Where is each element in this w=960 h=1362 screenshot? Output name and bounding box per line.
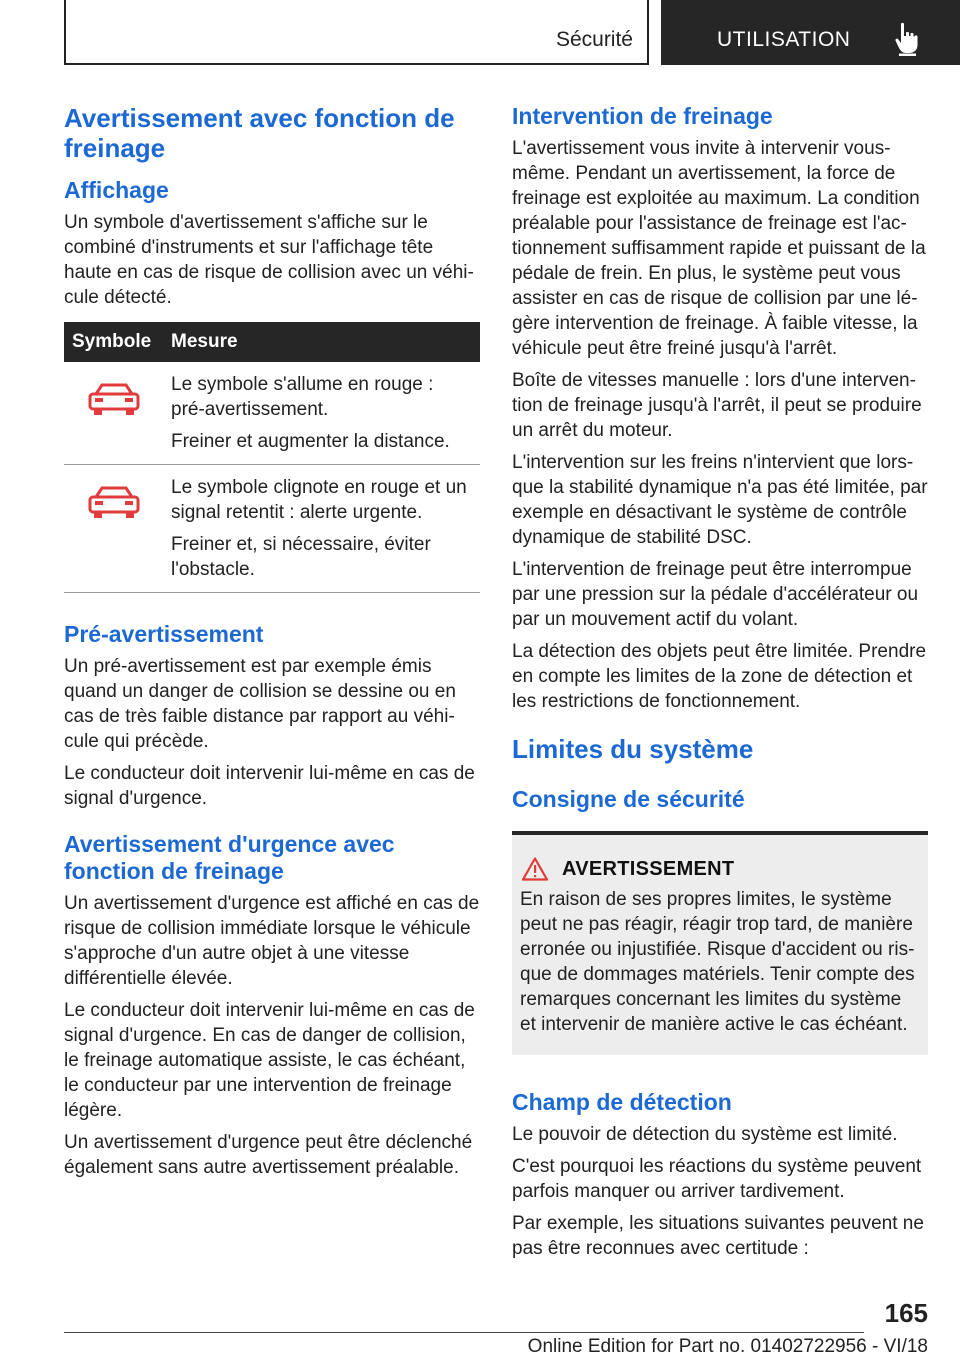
- warning-text: En raison de ses propres limites, le système peut ne pas réagir, réagir trop tard, de manière erronée ou injustifiée. Risque d'accident ou risque de dommages matériels. Tenir compte des remarques concernant les limites du système et intervenir de manière active le cas échéant.: [520, 889, 915, 1035]
- intervention-text-4: L'intervention de freinage peut être interrompue par une pression sur la pédale d'accélérateur ou par un mouvement actif du volant.: [512, 559, 919, 630]
- footer-divider: [64, 1332, 864, 1333]
- heading-consigne: Consigne de sécurité: [512, 786, 745, 812]
- warning-box: [512, 831, 928, 1055]
- urgence-text-2: Le conducteur doit intervenir lui-même en cas de signal d'urgence. En cas de danger de collision, le freinage automatique assiste, le cas échéant, le conducteur par une intervention de freinage légère.: [64, 1000, 475, 1121]
- intervention-text-5: La détection des objets peut être limitée. Prendre en compte les limites de la zone de détection et les restrictions de fonctionnement.: [512, 641, 927, 712]
- heading-intervention: Intervention de freinage: [512, 103, 773, 129]
- champ-section: [512, 1089, 928, 1261]
- car-warning-flashing-icon: [82, 483, 146, 523]
- left-column: [64, 103, 480, 1200]
- car-warning-icon: [82, 380, 146, 420]
- header-chapter-tab: [661, 0, 960, 65]
- page-number: 165: [884, 1298, 928, 1328]
- header-chapter-label: UTILISATION: [717, 28, 851, 51]
- table-row: [64, 465, 480, 593]
- pre-text-1: Un pré-avertissement est par exemple émis quand un danger de collision se dessine ou en cas de très faible distance par rapport au véhicule qui précède.: [64, 656, 456, 752]
- heading-affichage: Affichage: [64, 177, 169, 203]
- intervention-text-1: L'avertissement vous invite à intervenir vous-même. Pendant un avertissement, la force de freinage est exploitée au maximum. La condition préalable pour l'assistance de freinage est l'actionnement suffisamment rapide et puissant de la pédale de frein. En plus, le système peut vous assister en cas de risque de collision par une légère intervention de freinage. À faible vitesse, la véhicule peut être freiné jusqu'à l'arrêt.: [512, 138, 926, 359]
- table-row: [64, 362, 480, 465]
- row1-line2: Freiner et augmenter la distance.: [171, 431, 450, 452]
- pre-avertissement-section: [64, 621, 480, 811]
- footer-edition-text: Online Edition for Part no. 01402722956 - VI/18: [527, 1336, 928, 1357]
- urgence-text-3: Un avertissement d'urgence peut être déclenché également sans autre avertissement préalable.: [64, 1132, 473, 1178]
- table-header-symbole: Symbole: [64, 322, 163, 362]
- champ-text-1: Le pouvoir de détection du système est limité.: [512, 1124, 898, 1145]
- section-title-limites: Limites du système: [512, 734, 754, 764]
- warning-triangle-icon: [522, 857, 548, 881]
- header-section-label: Sécurité: [555, 28, 633, 51]
- heading-champ: Champ de détection: [512, 1089, 732, 1115]
- heading-pre-avertissement: Pré-avertissement: [64, 621, 264, 647]
- affichage-text: Un symbole d'avertissement s'affiche sur le combiné d'instruments et sur l'affichage tête haute en cas de risque de collision avec un véhicule détecté.: [64, 212, 474, 308]
- row2-line1: Le symbole clignote en rouge et un signal retentit : alerte urgente.: [171, 477, 467, 523]
- affichage-section: [64, 177, 480, 593]
- header-section-tab: [64, 0, 649, 65]
- champ-text-2: C'est pourquoi les réactions du système peuvent parfois manquer ou arriver tardivement.: [512, 1156, 922, 1202]
- heading-urgence: Avertissement d'urgence avec fonction de freinage: [64, 831, 395, 884]
- row2-line2: Freiner et, si nécessaire, éviter l'obstacle.: [171, 534, 431, 580]
- table-header-mesure: Mesure: [163, 322, 480, 362]
- right-column: [512, 103, 928, 1281]
- row1-line1: Le symbole s'allume en rouge : pré-avertissement.: [171, 374, 434, 420]
- intervention-text-2: Boîte de vitesses manuelle : lors d'une intervention de freinage jusqu'à l'arrêt, il peut se produire un arrêt du moteur.: [512, 370, 922, 441]
- section-title-avertissement: Avertissement avec fonction de freinage: [64, 103, 455, 163]
- pre-text-2: Le conducteur doit intervenir lui-même en cas de signal d'urgence.: [64, 763, 475, 809]
- champ-text-3: Par exemple, les situations suivantes peuvent ne pas être reconnues avec certitude :: [512, 1213, 924, 1259]
- footer-edition: [0, 1336, 928, 1358]
- symbol-table: [64, 322, 480, 593]
- intervention-section: [512, 103, 928, 714]
- warning-title: AVERTISSEMENT: [562, 857, 735, 880]
- intervention-text-3: L'intervention sur les freins n'intervient que lorsque la stabilité dynamique n'a pas été limitée, par exemple en désactivant le système de contrôle dynamique de stabilité DSC.: [512, 452, 928, 548]
- urgence-text-1: Un avertissement d'urgence est affiché en cas de risque de collision immédiate lorsque le véhicule s'approche d'un autre objet à une vitesse différentielle élevée.: [64, 893, 480, 989]
- urgence-section: [64, 831, 480, 1180]
- hand-pointer-icon: [895, 22, 921, 56]
